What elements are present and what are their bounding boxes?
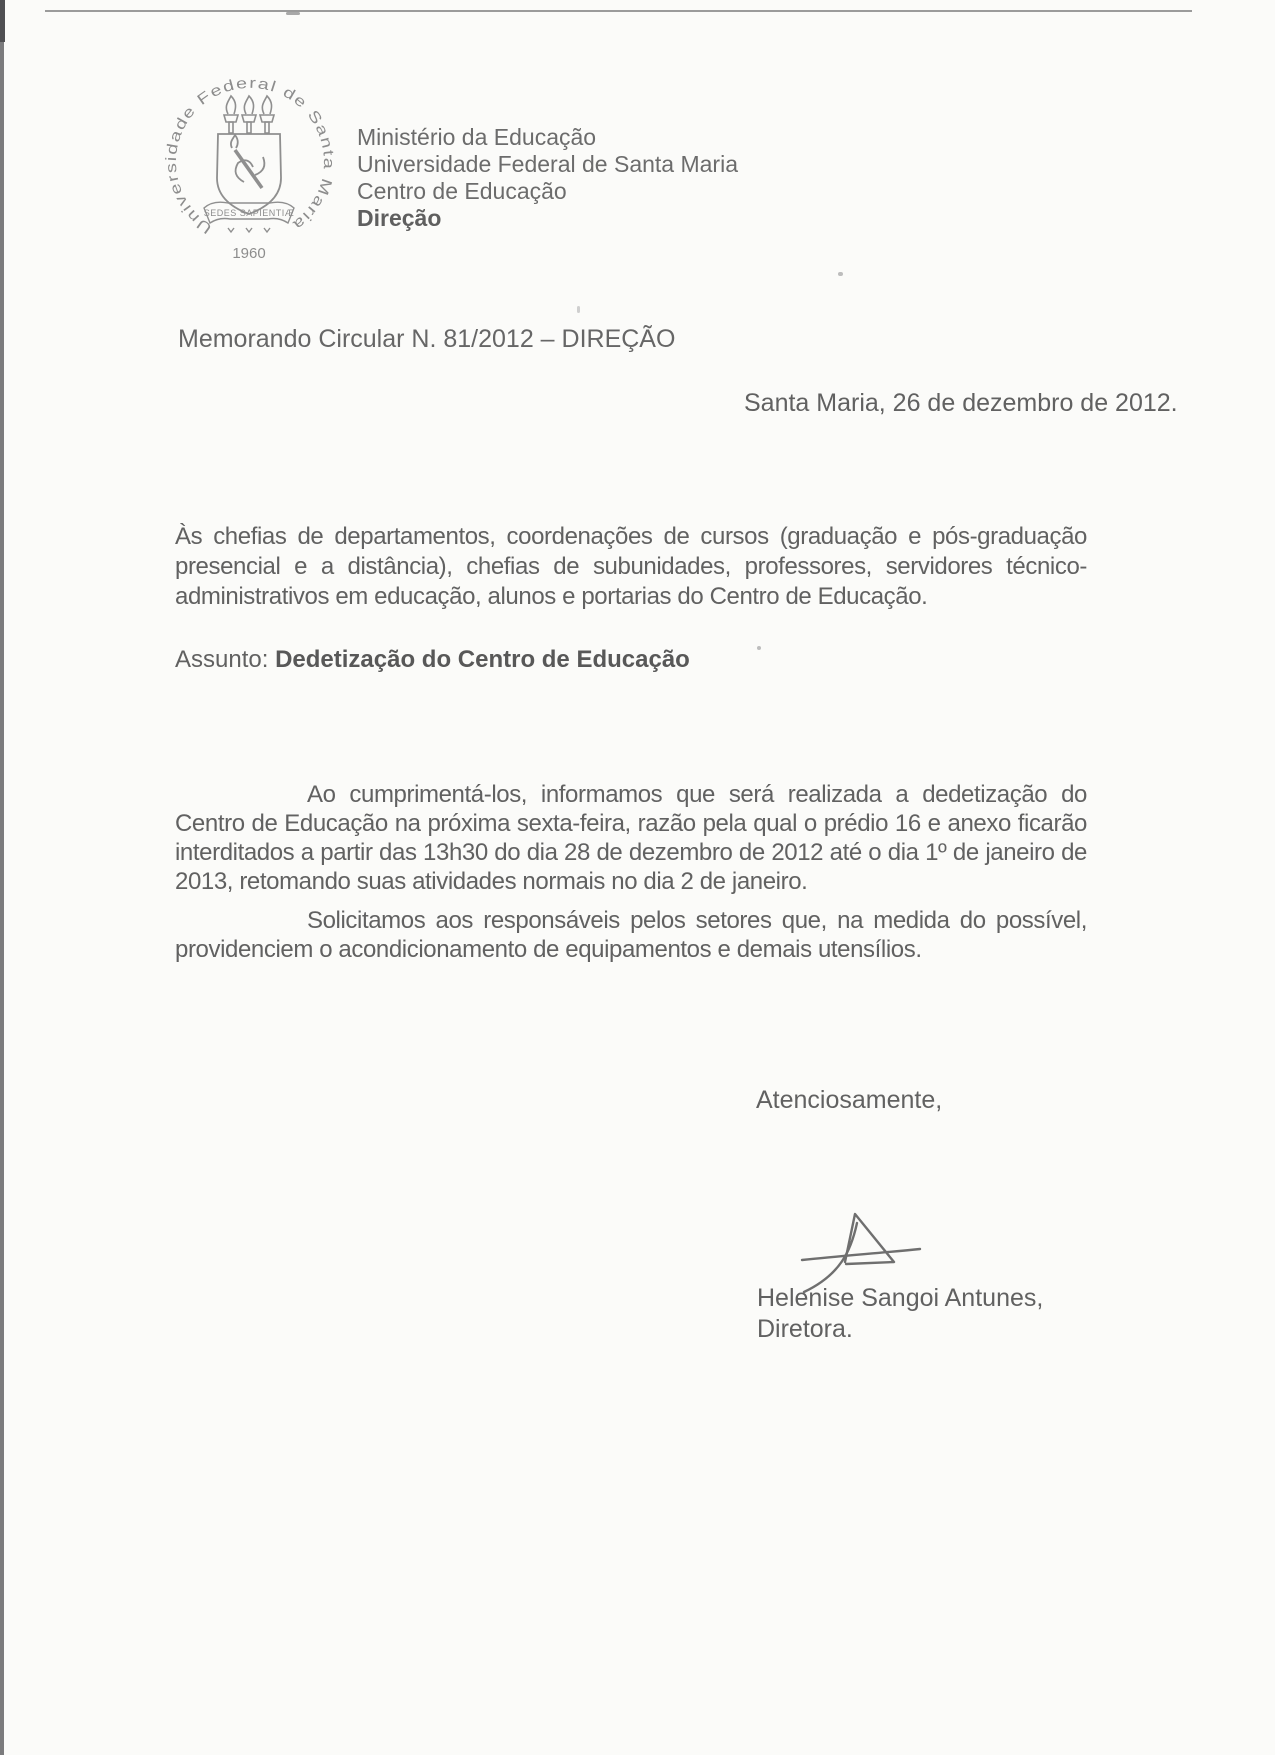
memo-body xyxy=(175,780,1087,974)
body-paragraph: Solicitamos aos responsáveis pelos setores que, na medida do possível, providenciem o acondicionamento de equipamentos e demais utensílios. xyxy=(175,907,1087,963)
letterhead-block xyxy=(357,124,738,232)
scan-top-line-artifact xyxy=(45,10,1192,12)
memo-subject-line xyxy=(175,646,690,674)
scan-corner-artifact xyxy=(0,0,5,42)
signature-block xyxy=(757,1283,1043,1345)
scan-speck xyxy=(286,12,300,15)
memo-addressee-paragraph: Às chefias de departamentos, coordenações de cursos (graduação e pós-graduação presencial e a distância), chefias de subunidades, professores, servidores técnico-administrativos em educação, alunos e portarias do Centro de Educação. xyxy=(175,523,1087,610)
letterhead-line-university: Universidade Federal de Santa Maria xyxy=(357,151,738,177)
scan-speck xyxy=(757,646,761,650)
letterhead-line-center: Centro de Educação xyxy=(357,178,567,204)
subject-label: Assunto: xyxy=(175,646,276,673)
letterhead-line-direction: Direção xyxy=(357,205,442,231)
seal-motto: SEDES SAPIENTIÆ xyxy=(203,208,295,218)
university-seal-logo xyxy=(158,62,342,266)
signer-name: Helenise Sangoi Antunes, xyxy=(757,1284,1044,1312)
memo-closing: Atenciosamente, xyxy=(756,1086,943,1114)
signer-title: Diretora. xyxy=(757,1315,853,1343)
body-paragraph: Ao cumprimentá-los, informamos que será realizada a dedetização do Centro de Educação na próxima sexta-feira, razão pela qual o prédio 16 e anexo ficarão interditados a partir das 13h30 do dia 28 de dezembro de 2012 até o dia 1º de janeiro de 2013, retomando suas atividades normais no dia 2 de janeiro. xyxy=(175,781,1087,895)
scan-left-edge-artifact xyxy=(0,0,4,1755)
memo-dateline: Santa Maria, 26 de dezembro de 2012. xyxy=(744,389,1178,417)
subject-value: Dedetização do Centro de Educação xyxy=(275,646,690,673)
seal-shield-icon xyxy=(217,134,281,214)
memo-title: Memorando Circular N. 81/2012 – DIREÇÃO xyxy=(178,325,676,353)
seal-torches-icon xyxy=(224,96,274,133)
scan-speck xyxy=(577,306,580,313)
letterhead-line-ministry: Ministério da Educação xyxy=(357,124,597,150)
scan-speck xyxy=(838,272,843,276)
seal-year: 1960 xyxy=(232,245,266,262)
seal-circular-text: Universidade Federal de Santa Maria xyxy=(162,74,338,237)
